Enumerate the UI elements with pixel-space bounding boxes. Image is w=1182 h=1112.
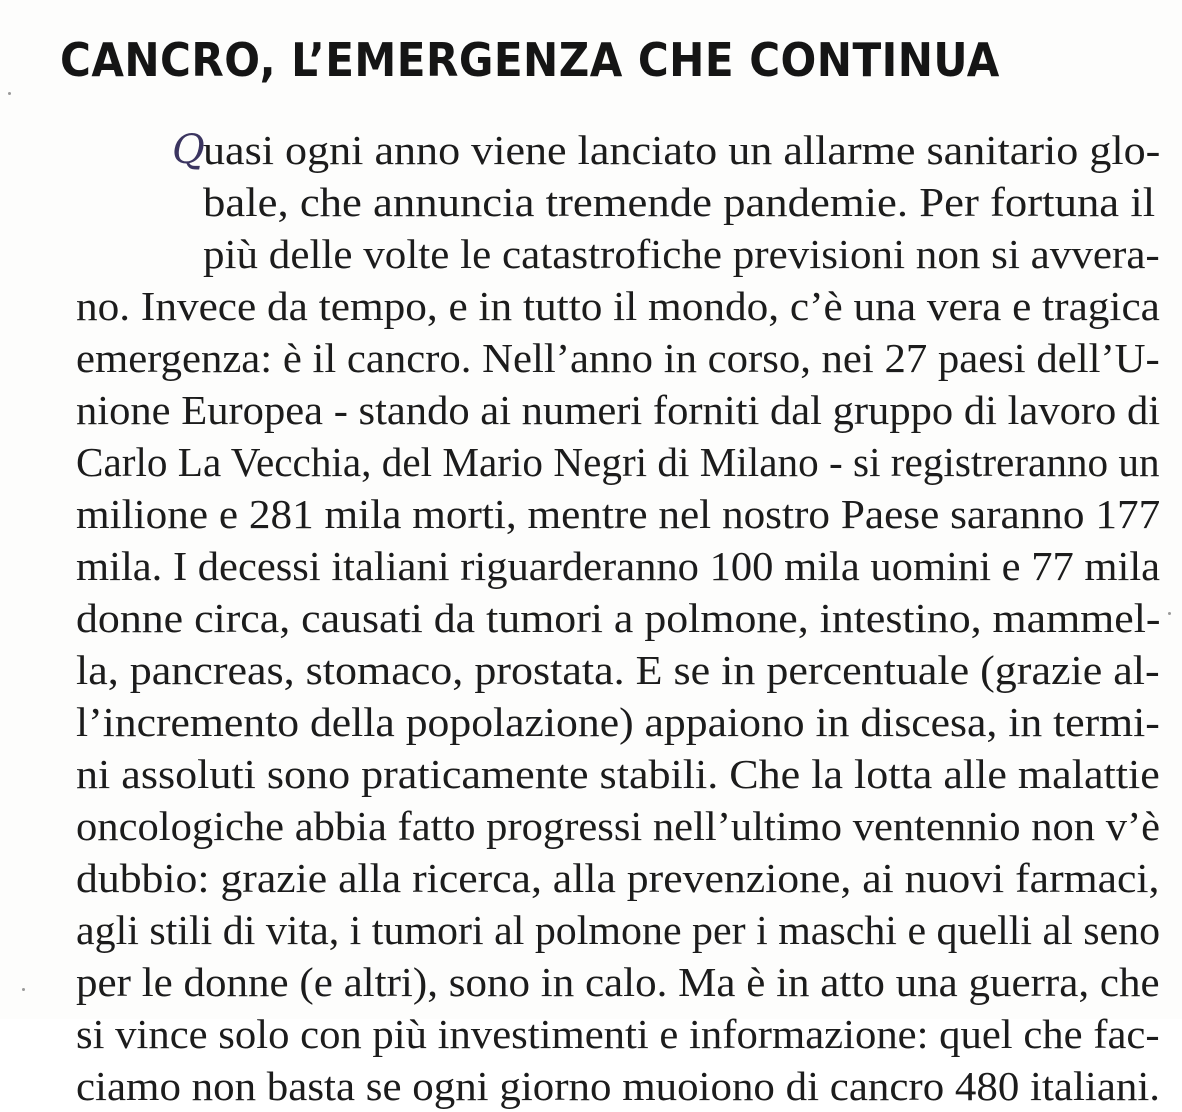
drop-cap: Q — [172, 127, 205, 173]
line-text: uasi ogni anno viene lanciato un allarme sanitario glo- — [203, 127, 1161, 173]
article-line — [0, 384, 1182, 436]
line-text: mila. I decessi italiani riguarderanno 100 mila uomini e 77 mila — [76, 543, 1161, 589]
line-text: nione Europea - stando ai numeri forniti dal gruppo di lavoro di — [76, 387, 1161, 433]
article-line — [0, 332, 1182, 384]
article-line — [0, 1060, 1182, 1112]
article-line — [0, 124, 1182, 176]
article-line — [0, 644, 1182, 696]
article-line — [0, 592, 1182, 644]
article-line — [0, 228, 1182, 280]
article-line — [0, 852, 1182, 904]
line-text: per le donne (e altri), sono in calo. Ma è in atto una guerra, che — [76, 959, 1160, 1005]
article-line — [0, 748, 1182, 800]
scan-speck — [8, 92, 11, 95]
line-text: oncologiche abbia fatto progressi nell’ultimo ventennio non v’è — [76, 803, 1161, 849]
line-text: ni assoluti sono praticamente stabili. Che la lotta alle malattie — [76, 751, 1160, 797]
article-line — [0, 176, 1182, 228]
article-line — [0, 800, 1182, 852]
article-line — [0, 904, 1182, 956]
line-text: più delle volte le catastrofiche previsioni non si avvera- — [203, 231, 1160, 277]
line-text: si vince solo con più investimenti e informazione: quel che fac- — [76, 1011, 1160, 1057]
article-line — [0, 280, 1182, 332]
line-text: agli stili di vita, i tumori al polmone per i maschi e quelli al seno — [76, 907, 1161, 953]
article-line — [0, 488, 1182, 540]
article-line — [0, 540, 1182, 592]
line-text: l’incremento della popolazione) appaiono in discesa, in termi- — [76, 699, 1160, 745]
line-text: donne circa, causati da tumori a polmone, intestino, mammel- — [76, 595, 1161, 641]
article-line — [0, 436, 1182, 488]
scan-speck — [22, 988, 25, 991]
line-text: bale, che annuncia tremende pandemie. Per fortuna il — [203, 179, 1156, 225]
line-text: emergenza: è il cancro. Nell’anno in corso, nei 27 paesi dell’U- — [76, 335, 1160, 381]
line-text: Carlo La Vecchia, del Mario Negri di Milano - si registreranno un — [76, 439, 1160, 485]
line-text: ciamo non basta se ogni giorno muoiono di cancro 480 italiani. — [76, 1063, 1161, 1109]
scan-speck — [1168, 612, 1171, 615]
article-line — [0, 696, 1182, 748]
headline: CANCRO, L’EMERGENZA CHE CONTINUA — [60, 33, 1000, 87]
article-body — [0, 124, 1182, 1112]
line-text: la, pancreas, stomaco, prostata. E se in percentuale (grazie al- — [76, 647, 1160, 693]
article-line — [0, 956, 1182, 1008]
line-text: milione e 281 mila morti, mentre nel nostro Paese saranno 177 — [76, 491, 1161, 537]
article-line — [0, 1008, 1182, 1060]
line-text: no. Invece da tempo, e in tutto il mondo, c’è una vera e tragica — [76, 283, 1160, 329]
line-text: dubbio: grazie alla ricerca, alla prevenzione, ai nuovi farmaci, — [76, 855, 1160, 901]
